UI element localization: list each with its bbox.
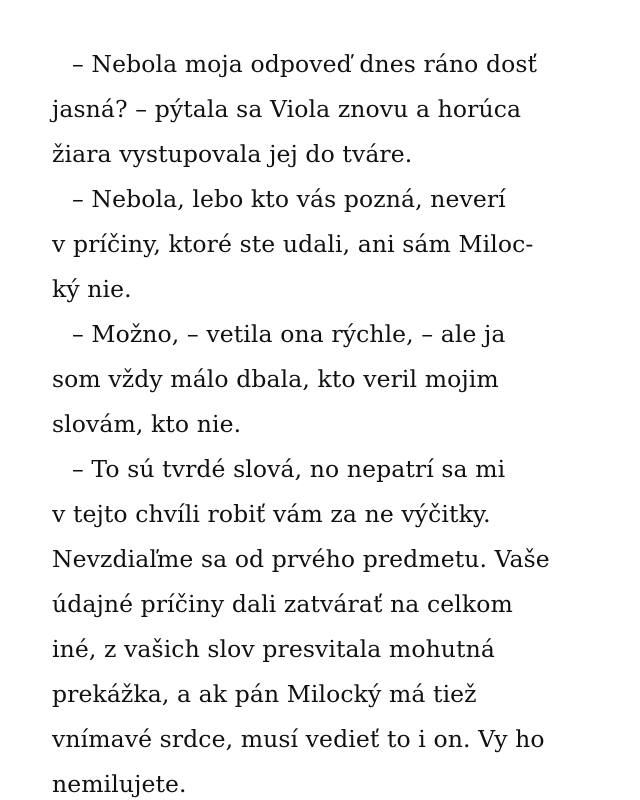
text-line: ký nie. xyxy=(52,275,132,303)
text-line: údajné príčiny dali zatvárať na celkom xyxy=(52,590,513,618)
text-line: – To sú tvrdé slová, no nepatrí sa mi xyxy=(72,455,506,483)
text-line: prekážka, a ak pán Milocký má tiež xyxy=(52,680,477,708)
text-line: jasná? – pýtala sa Viola znovu a horúca xyxy=(52,95,522,123)
text-line: – Nebola, lebo kto vás pozná, neverí xyxy=(72,185,506,213)
text-line: v príčiny, ktoré ste udali, ani sám Miloc- xyxy=(52,230,534,258)
text-line: iné, z vašich slov presvitala mohutná xyxy=(52,635,495,663)
text-line: nemilujete. xyxy=(52,770,187,798)
text-line: som vždy málo dbala, kto veril mojim xyxy=(52,365,499,393)
text-line: vnímavé srdce, musí vedieť to i on. Vy ho xyxy=(52,725,545,753)
text-line: v tejto chvíli robiť vám za ne výčitky. xyxy=(52,500,491,528)
text-line: – Nebola moja odpoveď dnes ráno dosť xyxy=(72,50,538,78)
text-line: – Možno, – vetila ona rýchle, – ale ja xyxy=(72,320,506,348)
text-line: Nevzdiaľme sa od prvého predmetu. Vaše xyxy=(52,545,550,573)
text-line: žiara vystupovala jej do tváre. xyxy=(52,140,413,168)
text-line: slovám, kto nie. xyxy=(52,410,242,438)
